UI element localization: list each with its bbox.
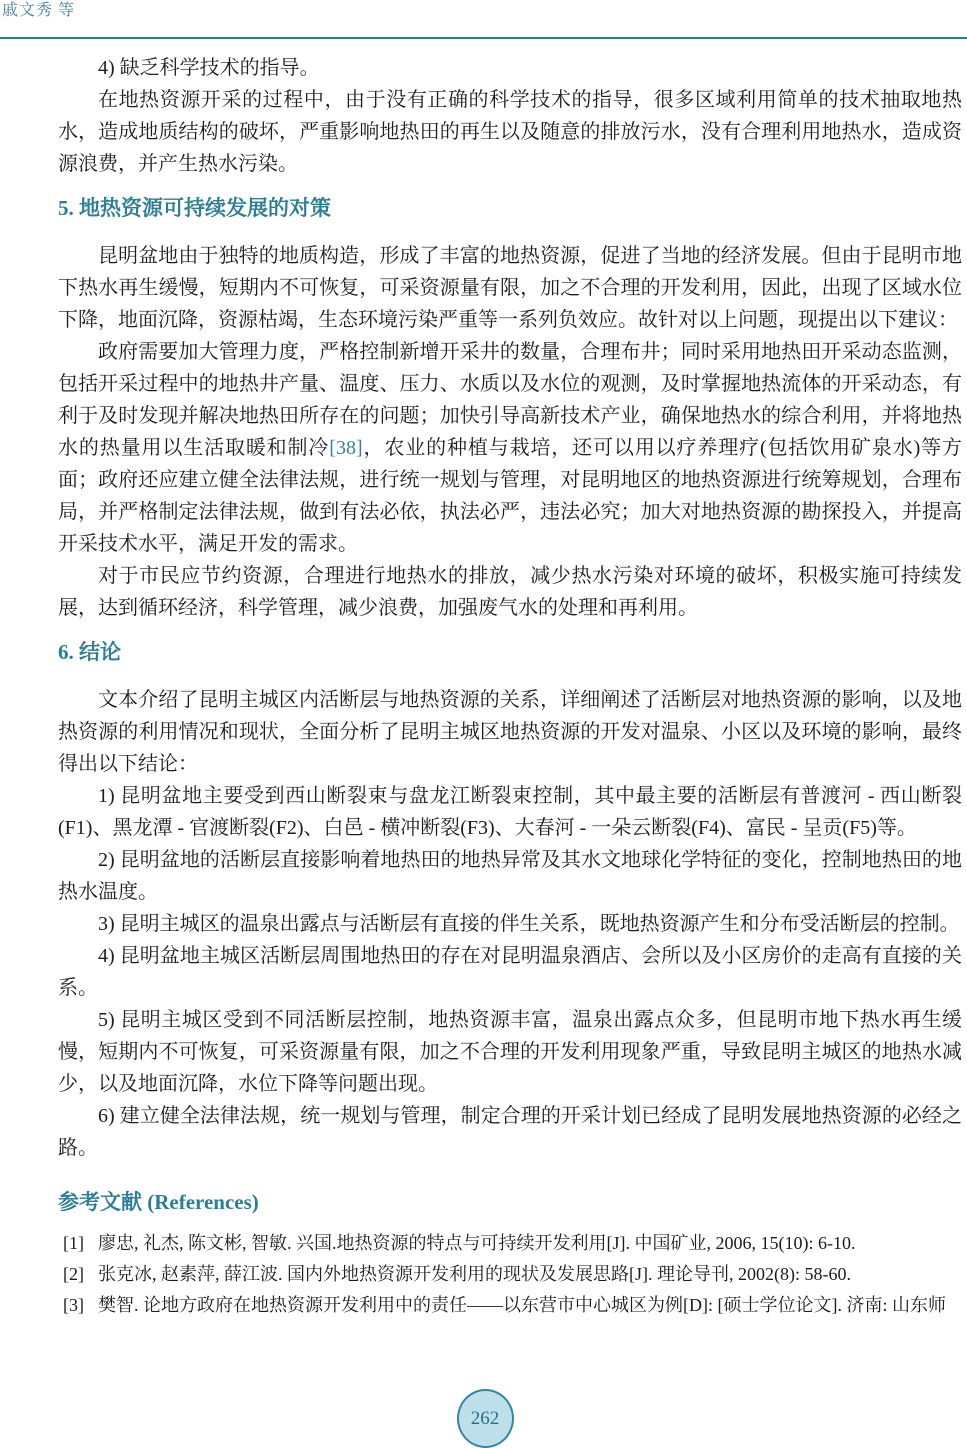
section-5-paragraph-3: 对于市民应节约资源，合理进行地热水的排放，减少热水污染对环境的破坏，积极实施可持续发展，达到循环经济，科学管理，减少浪费，加强废气水的处理和再利用。 (58, 565, 962, 619)
reference-item (58, 1290, 962, 1321)
reference-label: [2] (63, 1264, 84, 1284)
conclusion-item-1: 1) 昆明盆地主要受到西山断裂束与盘龙江断裂束控制，其中最主要的活断层有普渡河 - 西山断裂(F1)、黑龙潭 - 官渡断裂(F2)、白邑 - 横冲断裂(F3)、大春河 - 一朵云断裂(F4)、富民 - 呈贡(F5)等。 (58, 785, 962, 839)
reference-text: 张克冰, 赵素萍, 薛江波. 国内外地热资源开发利用的现状及发展思路[J]. 理论导刊, 2002(8): 58-60. (98, 1264, 851, 1284)
header-divider (0, 37, 967, 39)
section-5-heading: 5. 地热资源可持续发展的对策 (58, 196, 331, 220)
section-5-paragraph-2 (58, 336, 962, 560)
paragraph-text-after-citation: ，农业的种植与栽培，还可以用以疗养理疗(包括饮用矿泉水)等方面；政府还应建立健全法律法规，进行统一规划与管理，对昆明地区的地热资源进行统筹规划，合理布局，并严格制定法律法规，做到有法必依，执法必严，违法必究；加大对地热资源的勘探投入，并提高开采技术水平，满足开发的需求。 (58, 437, 962, 555)
intro-list-item: 4) 缺乏科学技术的指导。 (98, 57, 320, 79)
references-heading: 参考文献 (References) (58, 1190, 259, 1214)
intro-paragraph: 在地热资源开采的过程中，由于没有正确的科学技术的指导，很多区域利用简单的技术抽取地热水，造成地质结构的破坏，严重影响地热田的再生以及随意的排放污水，没有合理利用地热水，造成资源浪费，并产生热水污染。 (58, 89, 962, 175)
section-6-heading: 6. 结论 (58, 640, 121, 664)
reference-label: [1] (63, 1233, 84, 1253)
page-number-badge (457, 1389, 514, 1448)
reference-label: [3] (63, 1295, 84, 1315)
reference-item (58, 1228, 962, 1259)
section-6-intro-paragraph: 文本介绍了昆明主城区内活断层与地热资源的关系，详细阐述了活断层对地热资源的影响，以及地热资源的利用情况和现状，全面分析了昆明主城区地热资源的开发对温泉、小区以及环境的影响，最终得出以下结论： (58, 689, 962, 775)
running-header-author: 戚文秀 等 (2, 2, 76, 19)
reference-text: 樊智. 论地方政府在地热资源开发利用中的责任——以东营市中心城区为例[D]: [硕士学位论文]. 济南: 山东师 (98, 1295, 946, 1315)
citation-link-38[interactable]: [38] (329, 437, 363, 459)
page-number: 262 (470, 1407, 500, 1429)
conclusion-item-6: 6) 建立健全法律法规，统一规划与管理，制定合理的开采计划已经成了昆明发展地热资源的必经之路。 (58, 1105, 962, 1159)
reference-item (58, 1259, 962, 1290)
page-body (58, 52, 962, 1321)
paragraph-text-before-citation: 政府需要加大管理力度，严格控制新增开采井的数量，合理布井；同时采用地热田开采动态监测，包括开采过程中的地热井产量、温度、压力、水质以及水位的观测，及时掌握地热流体的开采动态，有利于及时发现并解决地热田所存在的问题；加快引导高新技术产业，确保地热水的综合利用，并将地热水的热量用以生活取暖和制冷 (58, 341, 962, 459)
reference-text: 廖忠, 礼杰, 陈文彬, 智敏. 兴国.地热资源的特点与可持续开发利用[J]. 中国矿业, 2006, 15(10): 6-10. (98, 1233, 856, 1253)
section-5-paragraph-1: 昆明盆地由于独特的地质构造，形成了丰富的地热资源，促进了当地的经济发展。但由于昆明市地下热水再生缓慢，短期内不可恢复，可采资源量有限，加之不合理的开发利用，因此，出现了区域水位下降，地面沉降，资源枯竭，生态环境污染严重等一系列负效应。故针对以上问题，现提出以下建议： (58, 245, 962, 331)
conclusion-item-3: 3) 昆明主城区的温泉出露点与活断层有直接的伴生关系，既地热资源产生和分布受活断层的控制。 (98, 913, 960, 935)
conclusion-item-5: 5) 昆明主城区受到不同活断层控制，地热资源丰富，温泉出露点众多，但昆明市地下热水再生缓慢，短期内不可恢复，可采资源量有限，加之不合理的开发利用现象严重，导致昆明主城区的地热水减少，以及地面沉降，水位下降等问题出现。 (58, 1009, 962, 1095)
conclusion-item-2: 2) 昆明盆地的活断层直接影响着地热田的地热异常及其水文地球化学特征的变化，控制地热田的地热水温度。 (58, 849, 962, 903)
conclusion-item-4: 4) 昆明盆地主城区活断层周围地热田的存在对昆明温泉酒店、会所以及小区房价的走高有直接的关系。 (58, 945, 962, 999)
